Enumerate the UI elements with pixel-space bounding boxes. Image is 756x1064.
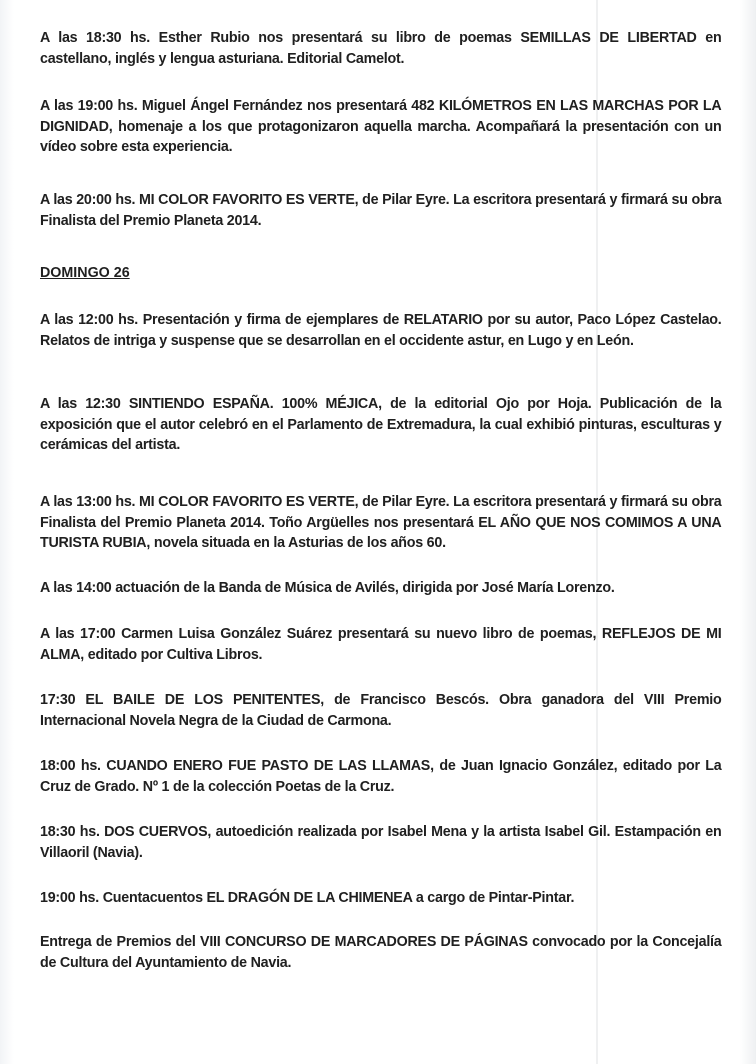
paragraph-sintiendo-espana: A las 12:30 SINTIENDO ESPAÑA. 100% MÉJICA, de la editorial Ojo por Hoja. Publicación de la exposición que el autor celebró en el Parlamento de Extremadura, la cual exhibió pinturas, esculturas y cerámicas del artista. xyxy=(40,395,722,453)
paragraph-carmen-luisa: A las 17:00 Carmen Luisa González Suárez presentará su nuevo libro de poemas, REFLEJOS DE MI ALMA, editado por Cultiva Libros. xyxy=(40,625,722,663)
paragraph-cuando-enero: 18:00 hs. CUANDO ENERO FUE PASTO DE LAS LLAMAS, de Juan Ignacio González, editado por La Cruz de Grado. Nº 1 de la colección Poetas de la Cruz. xyxy=(40,757,722,795)
paragraph-esther-rubio: A las 18:30 hs. Esther Rubio nos presentará su libro de poemas SEMILLAS DE LIBERTAD en castellano, inglés y lengua asturiana. Editorial Camelot. xyxy=(40,29,722,67)
paragraph-baile-penitentes: 17:30 EL BAILE DE LOS PENITENTES, de Francisco Bescós. Obra ganadora del VIII Premio Internacional Novela Negra de la Ciudad de Carmona. xyxy=(40,691,722,729)
paragraph-pilar-eyre-sunday: A las 13:00 hs. MI COLOR FAVORITO ES VERTE, de Pilar Eyre. La escritora presentará y firmará su obra Finalista del Premio Planeta 2014. Toño Argüelles nos presentará EL AÑO QUE NOS COMIMOS A UNA TURISTA RUBIA, novela situada en la Asturias de los años 60. xyxy=(40,493,722,551)
paragraph-entrega-premios: Entrega de Premios del VIII CONCURSO DE MARCADORES DE PÁGINAS convocado por la Concejalía de Cultura del Ayuntamiento de Navia. xyxy=(40,933,722,971)
paragraph-banda-musica: A las 14:00 actuación de la Banda de Música de Avilés, dirigida por José María Lorenzo. xyxy=(40,579,615,596)
paragraph-dos-cuervos: 18:30 hs. DOS CUERVOS, autoedición realizada por Isabel Mena y la artista Isabel Gil. Estampación en Villaoril (Navia). xyxy=(40,823,722,861)
paragraph-cuentacuentos: 19:00 hs. Cuentacuentos EL DRAGÓN DE LA CHIMENEA a cargo de Pintar-Pintar. xyxy=(40,889,575,906)
paragraph-pilar-eyre-saturday: A las 20:00 hs. MI COLOR FAVORITO ES VERTE, de Pilar Eyre. La escritora presentará y firmará su obra Finalista del Premio Planeta 2014. xyxy=(40,191,722,229)
section-heading-domingo: DOMINGO 26 xyxy=(40,264,130,281)
paragraph-miguel-angel: A las 19:00 hs. Miguel Ángel Fernández nos presentará 482 KILÓMETROS EN LAS MARCHAS POR LA DIGNIDAD, homenaje a los que protagonizaron aquella marcha. Acompañará la presentación con un vídeo sobre esta experiencia. xyxy=(40,97,722,155)
paragraph-relatario: A las 12:00 hs. Presentación y firma de ejemplares de RELATARIO por su autor, Paco López Castelao. Relatos de intriga y suspense que se desarrollan en el occidente astur, en Lugo y en León. xyxy=(40,311,722,349)
